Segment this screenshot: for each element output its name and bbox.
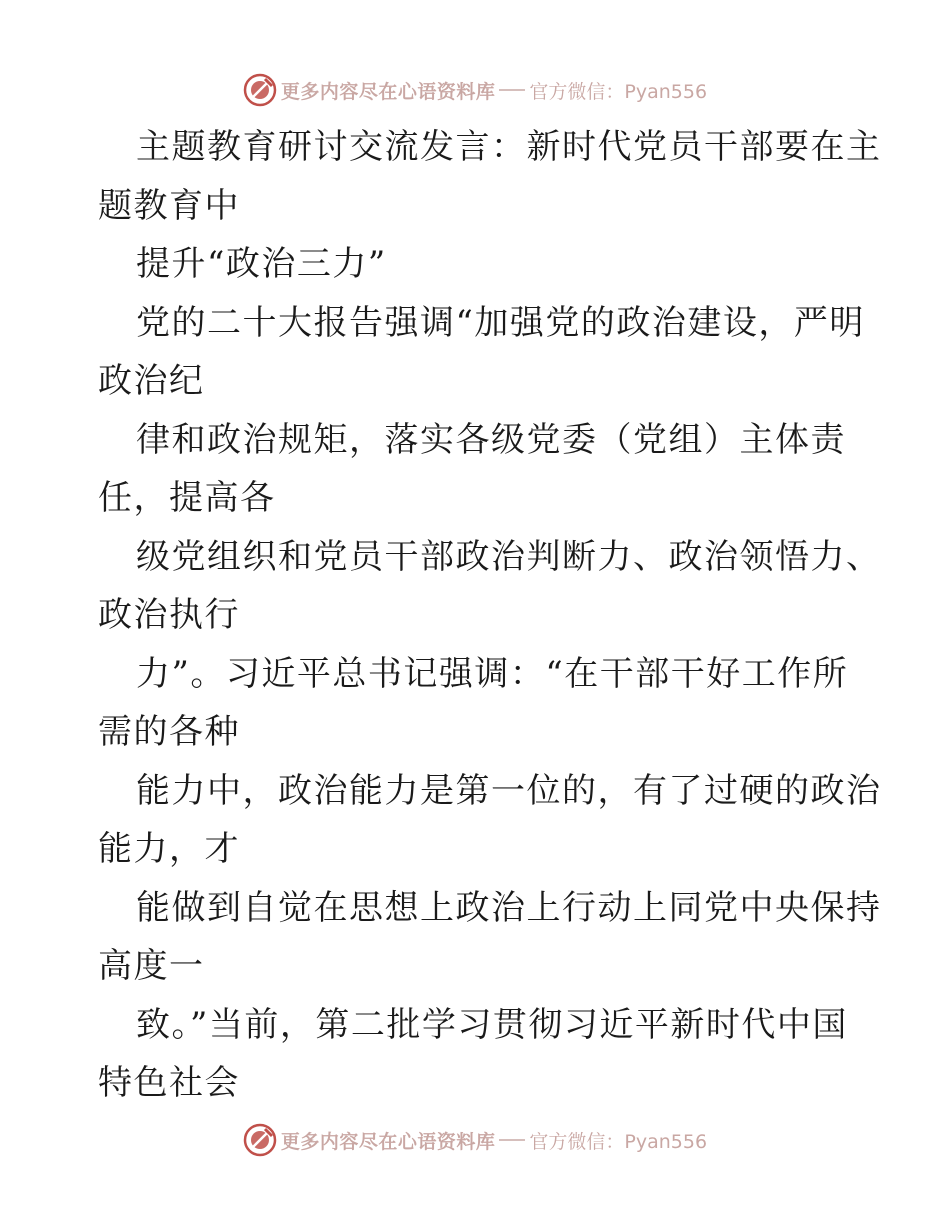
text-line: 力”。习近平总书记强调：“在干部干好工作所	[136, 653, 849, 694]
text-line: 任，提高各	[98, 478, 276, 518]
text-line: 特色社会	[98, 1063, 240, 1103]
site-name-text: 更多内容尽在心语资料库	[280, 1130, 496, 1153]
site-name-text: 更多内容尽在心语资料库	[280, 80, 496, 103]
text-line: 高度一	[98, 946, 205, 986]
text-line: 律和政治规矩，落实各级党委（党组）主体责	[136, 419, 846, 460]
wechat-id-text: 官方微信：Pyan556	[529, 80, 708, 103]
red-seal-logo-icon	[243, 1123, 277, 1157]
text-line: 能力，才	[98, 829, 240, 869]
text-line: 级党组织和党员干部政治判断力、政治领悟力、	[136, 536, 882, 577]
text-line: 提升“政治三力”	[136, 244, 387, 284]
wechat-id-text: 官方微信：Pyan556	[529, 1130, 708, 1153]
text-line: 能做到自觉在思想上政治上行动上同党中央保持	[136, 887, 882, 928]
footer-banner	[0, 1120, 950, 1160]
text-line: 需的各种	[98, 712, 240, 752]
banner-divider	[499, 89, 525, 91]
text-line: 政治执行	[98, 595, 240, 635]
text-line: 主题教育研讨交流发言：新时代党员干部要在主	[136, 127, 882, 167]
text-line: 党的二十大报告强调“加强党的政治建设，严明	[136, 302, 865, 343]
header-banner	[0, 70, 950, 110]
text-line: 政治纪	[98, 361, 205, 401]
document-body	[98, 118, 882, 1113]
text-line: 致。”当前，第二批学习贯彻习近平新时代中国	[136, 1004, 848, 1045]
text-line: 题教育中	[98, 185, 240, 226]
red-seal-logo-icon	[243, 73, 277, 107]
text-line: 能力中，政治能力是第一位的，有了过硬的政治	[136, 770, 882, 811]
banner-divider	[499, 1139, 525, 1141]
